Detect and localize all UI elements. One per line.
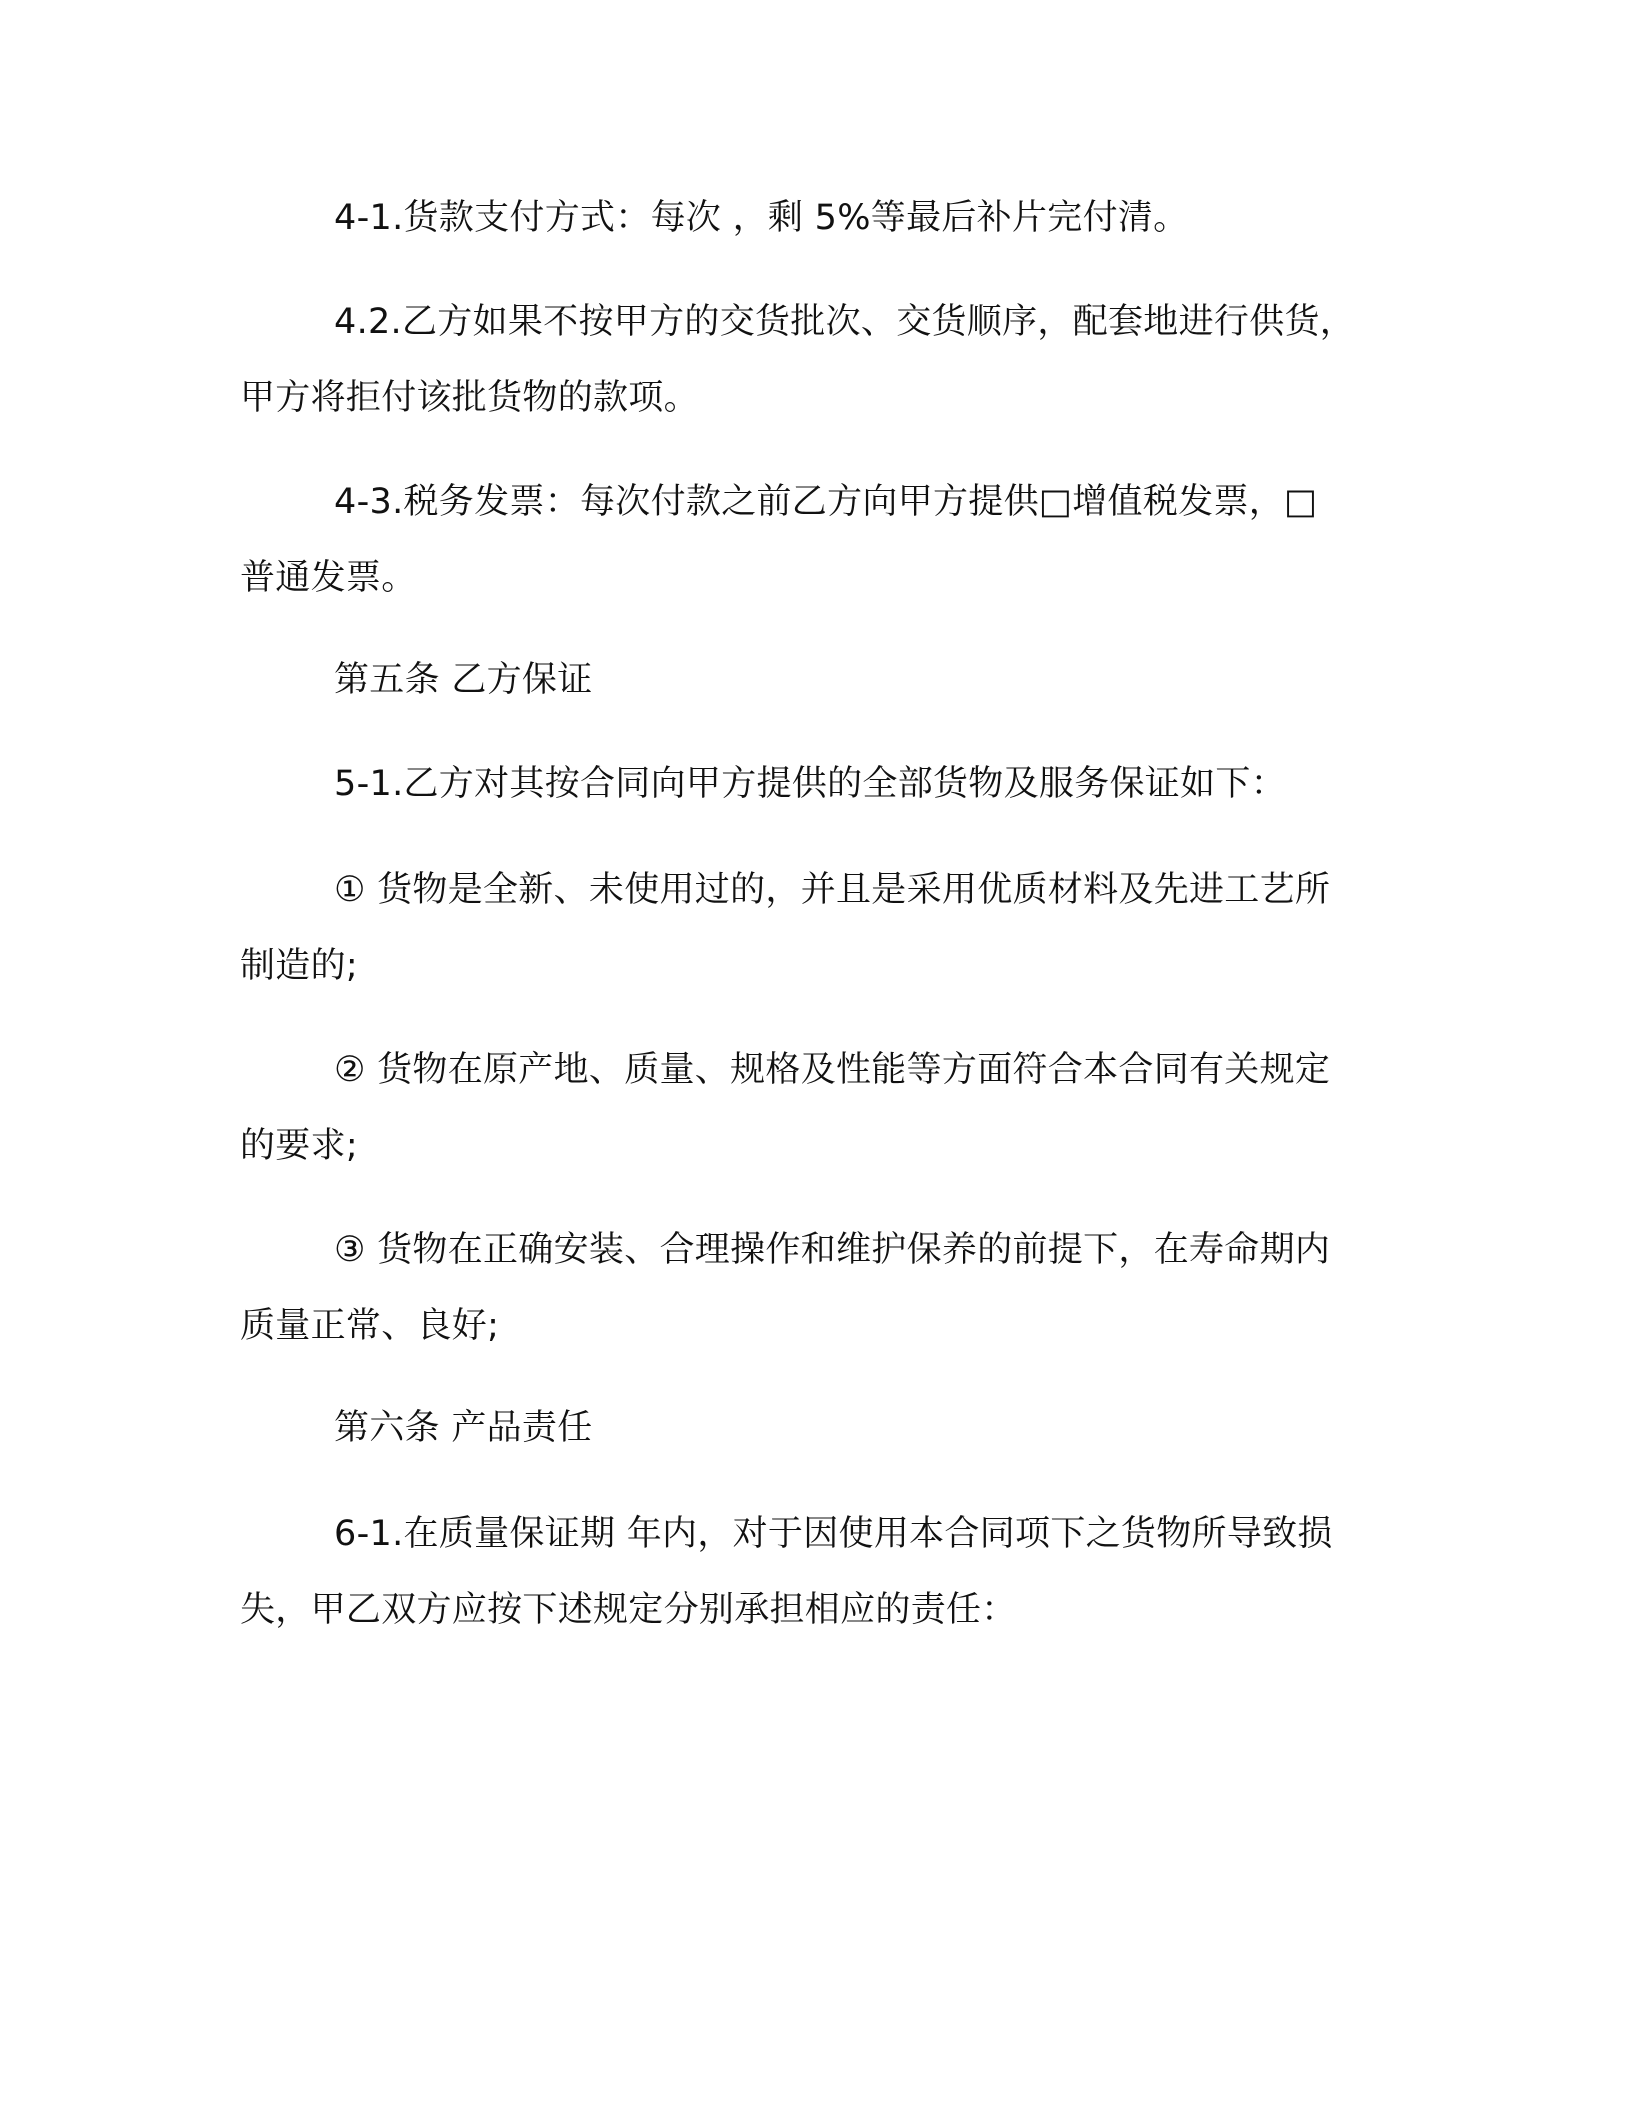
clause-6-1-liability [240, 1496, 1385, 1648]
paragraph-line: 制造的; [240, 946, 358, 986]
clause-4-2-refuse-payment [240, 284, 1385, 436]
paragraph-line: 甲方将拒付该批货物的款项。 [240, 378, 699, 418]
paragraph-line: 4-3.税务发票：每次付款之前乙方向甲方提供□增值税发票，□ [334, 482, 1318, 522]
paragraph-line: 失，甲乙双方应按下述规定分别承担相应的责任： [240, 1590, 1017, 1630]
guarantee-item-3 [240, 1212, 1385, 1364]
clause-4-1-payment-method [240, 180, 1385, 256]
paragraph-line: 的要求; [240, 1126, 358, 1166]
paragraph-line: 质量正常、良好; [240, 1306, 500, 1346]
article-6-heading [240, 1390, 1385, 1466]
paragraph-line: ② 货物在原产地、质量、规格及性能等方面符合本合同有关规定 [334, 1050, 1331, 1090]
paragraph-line: 普通发票。 [240, 558, 417, 598]
guarantee-item-2 [240, 1032, 1385, 1184]
clause-4-3-tax-invoice [240, 464, 1385, 616]
paragraph-line: 4-1.货款支付方式：每次 ，剩 5%等最后补片完付清。 [334, 198, 1189, 238]
paragraph-line: 第六条 产品责任 [334, 1408, 593, 1448]
paragraph-line: 6-1.在质量保证期 年内，对于因使用本合同项下之货物所导致损 [334, 1514, 1333, 1554]
paragraph-line: ③ 货物在正确安装、合理操作和维护保养的前提下，在寿命期内 [334, 1230, 1331, 1270]
paragraph-line: 5-1.乙方对其按合同向甲方提供的全部货物及服务保证如下： [334, 764, 1286, 804]
paragraph-line: 4.2.乙方如果不按甲方的交货批次、交货顺序，配套地进行供货， [334, 302, 1356, 342]
paragraph-line: 第五条 乙方保证 [334, 660, 593, 700]
article-5-heading [240, 642, 1385, 718]
paragraph-line: ① 货物是全新、未使用过的，并且是采用优质材料及先进工艺所 [334, 870, 1331, 910]
clause-5-1-guarantee [240, 746, 1385, 822]
guarantee-item-1 [240, 852, 1385, 1004]
